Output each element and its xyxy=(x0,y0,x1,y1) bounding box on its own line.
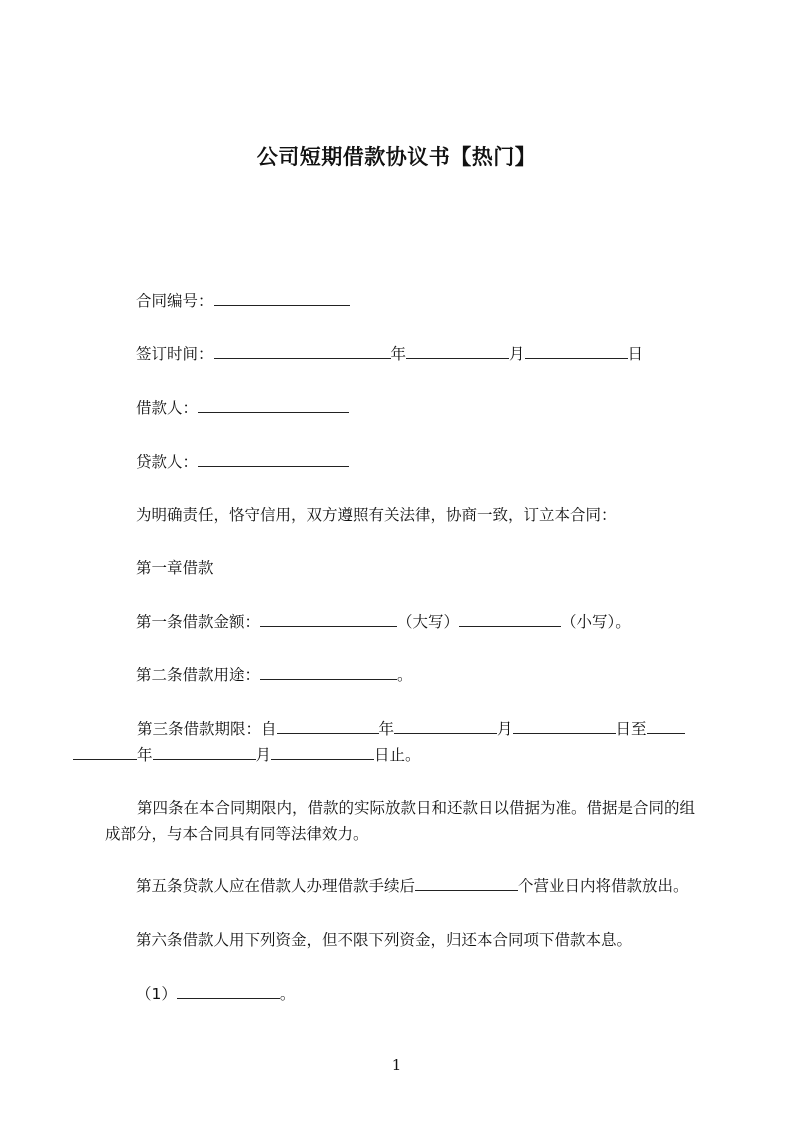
article-5-suffix: 个营业日内将借款放出。 xyxy=(518,877,689,895)
year-label: 年 xyxy=(390,345,407,363)
chapter-heading: 第一章借款 xyxy=(136,559,214,577)
start-year-blank[interactable] xyxy=(277,719,379,734)
month-blank[interactable] xyxy=(406,344,509,359)
start-year-label: 年 xyxy=(378,720,395,738)
page-number: 1 xyxy=(391,1056,402,1074)
article-2-prefix: 第二条借款用途： xyxy=(136,666,261,684)
month-label: 月 xyxy=(509,345,525,363)
item-1-blank[interactable] xyxy=(177,984,280,999)
end-month-label: 月 xyxy=(255,746,272,764)
start-month-label: 月 xyxy=(497,720,513,738)
end-month-blank[interactable] xyxy=(153,745,256,760)
article-3 xyxy=(105,716,701,768)
article-1-prefix: 第一条借款金额： xyxy=(136,613,261,631)
article-4: 第四条在本合同期限内，借款的实际放款日和还款日以借据为准。借据是合同的组成部分，与本合同具有同等法律效力。 xyxy=(105,799,696,843)
start-day-blank[interactable] xyxy=(513,719,616,734)
end-day-label: 日止。 xyxy=(374,746,421,764)
borrower-blank[interactable] xyxy=(198,398,349,413)
end-year-label: 年 xyxy=(137,746,153,764)
article-2-suffix: 。 xyxy=(397,666,413,684)
sign-time-blank[interactable] xyxy=(214,344,391,359)
article-1 xyxy=(136,612,631,632)
item-1 xyxy=(136,984,295,1004)
amount-upper-blank[interactable] xyxy=(260,612,397,627)
lender-label: 贷款人： xyxy=(136,453,199,471)
article-5-prefix: 第五条贷款人应在借款人办理借款手续后 xyxy=(136,877,416,895)
contract-number-label: 合同编号： xyxy=(136,292,214,310)
contract-number-line xyxy=(136,291,350,311)
article-3-prefix: 第三条借款期限：自 xyxy=(137,720,277,738)
day-label: 日 xyxy=(627,345,644,363)
start-day-label: 日至 xyxy=(615,720,647,738)
contract-number-blank[interactable] xyxy=(214,291,350,306)
start-month-blank[interactable] xyxy=(394,719,497,734)
article-2 xyxy=(136,665,413,685)
lender-line xyxy=(136,452,349,472)
sign-time-label: 签订时间： xyxy=(136,345,214,363)
end-year-blank-b[interactable] xyxy=(73,745,137,760)
borrower-label: 借款人： xyxy=(136,399,199,417)
day-blank[interactable] xyxy=(525,344,628,359)
article-1-lower: （小写）。 xyxy=(561,613,631,631)
article-6: 第六条借款人用下列资金，但不限下列资金，归还本合同项下借款本息。 xyxy=(136,931,633,949)
borrower-line xyxy=(136,398,349,418)
lender-blank[interactable] xyxy=(198,452,349,467)
purpose-blank[interactable] xyxy=(260,665,397,680)
sign-time-line xyxy=(136,344,643,364)
amount-lower-blank[interactable] xyxy=(459,612,561,627)
item-1-suffix: 。 xyxy=(279,985,296,1003)
end-year-blank-a[interactable] xyxy=(647,719,685,734)
article-5 xyxy=(136,876,689,896)
business-days-blank[interactable] xyxy=(415,876,518,891)
document-title: 公司短期借款协议书【热门】 xyxy=(256,145,537,169)
item-1-prefix: （1） xyxy=(136,985,177,1003)
end-day-blank[interactable] xyxy=(271,745,374,760)
intro-paragraph: 为明确责任，恪守信用，双方遵照有关法律，协商一致，订立本合同： xyxy=(136,506,617,524)
article-1-upper: （大写） xyxy=(397,613,460,631)
